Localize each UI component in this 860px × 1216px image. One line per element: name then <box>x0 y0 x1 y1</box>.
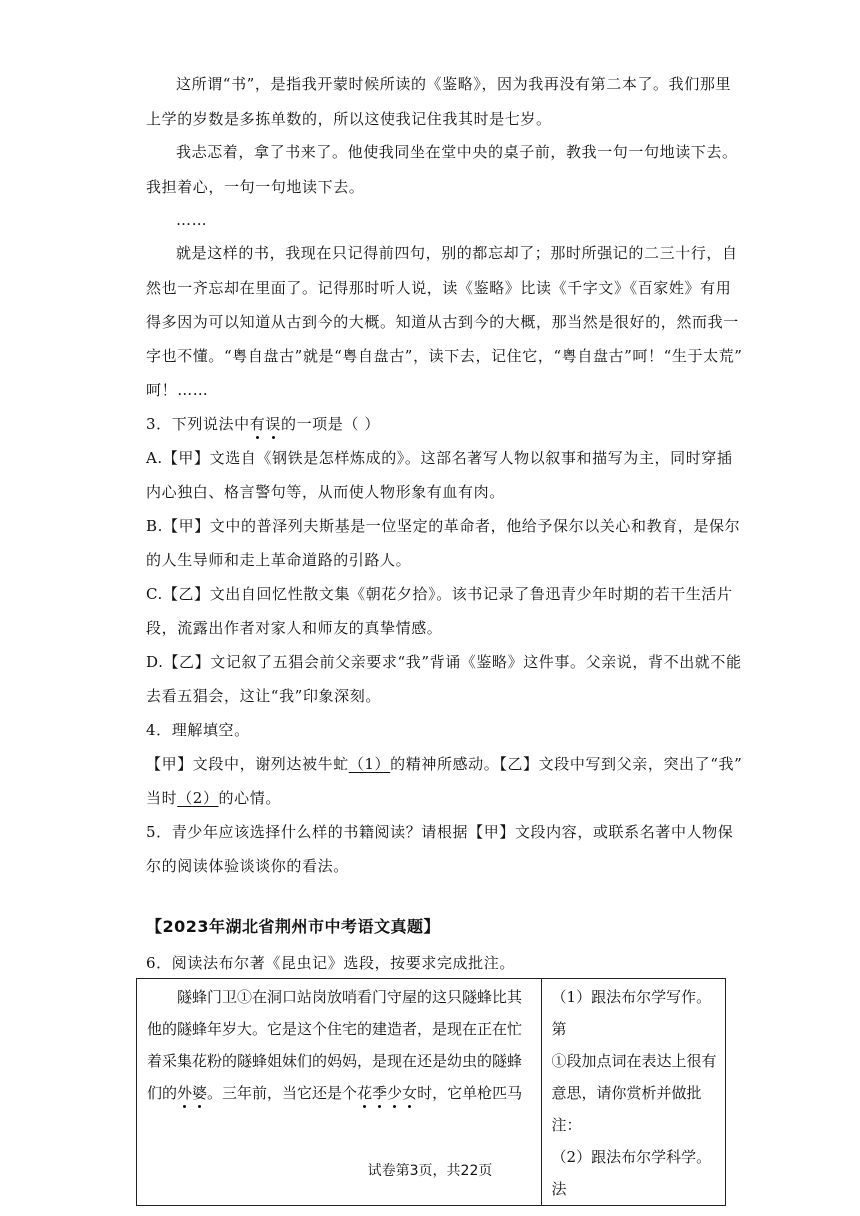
annotation-line: （1）跟法布尔学写作。第 <box>551 988 712 1038</box>
blank-2[interactable]: （2） <box>177 789 219 807</box>
option-d: D.【乙】文记叙了五猖会前父亲要求“我”背诵《鉴略》这件事。父亲说，背不出就不能 <box>146 653 742 671</box>
excerpt-text: 。三年前，当它还是个 <box>207 1084 358 1102</box>
excerpt-text: 们的 <box>147 1084 178 1102</box>
ellipsis: …… <box>176 211 208 229</box>
q4-text: 当时 <box>146 789 178 807</box>
emphasis-dot-char: 季 <box>372 1084 388 1102</box>
passage-line: 然也一齐忘却在里面了。记得那时听人说，读《鉴略》比读《千字文》《百家姓》有用 <box>146 279 732 297</box>
question-5-stem: 尔的阅读体验谈谈你的看法。 <box>146 857 349 875</box>
emphasis-dot-char: 少 <box>387 1084 403 1102</box>
stem-text: 3．下列说法中 <box>146 415 250 433</box>
passage-line: 就是这样的书，我现在只记得前四句，别的都忘却了；那时所强记的二三十行，自 <box>176 244 738 262</box>
excerpt-line: 着采集花粉的隧蜂姐妹们的妈妈，是现在还是幼虫的隧蜂 <box>147 1052 523 1070</box>
passage-line: 呵！…… <box>146 381 209 399</box>
passage-line: 这所谓“书”，是指我开蒙时候所读的《鉴略》，因为我再没有第二本了。我们那里 <box>176 75 732 93</box>
emphasis-dot-char: 花 <box>357 1084 373 1102</box>
question-4-line <box>146 781 281 815</box>
excerpt-line: 隧蜂门卫①在洞口站岗放哨看门守屋的这只隧蜂比其 <box>177 988 523 1006</box>
blank-1[interactable]: （1） <box>348 755 391 773</box>
option-c: C.【乙】文出自回忆性散文集《朝花夕拾》。该书记录了鲁迅青少年时期的若干生活片 <box>146 585 733 603</box>
stem-text: 的一项是（ ） <box>280 415 380 433</box>
emphasis-dot-char: 婆 <box>192 1084 208 1102</box>
question-5-stem: 5．青少年应该选择什么样的书籍阅读？请根据【甲】文段内容，或联系名著中人物保 <box>146 823 734 841</box>
page-footer: 试卷第3页，共22页 <box>367 1163 493 1179</box>
annotation-line: （2）跟法布尔学科学。法 <box>551 1148 712 1198</box>
option-c: 段，流露出作者对家人和师友的真挚情感。 <box>146 619 443 637</box>
passage-line: 字也不懂。“粤自盘古”就是“粤自盘古”，读下去，记住它，“粤自盘古”呵！“生于太荒” <box>146 347 743 365</box>
emphasis-dot-char: 外 <box>177 1084 193 1102</box>
option-d: 去看五猖会，这让“我”印象深刻。 <box>146 687 381 705</box>
annotation-line: 意思，请你赏析并做批注： <box>551 1084 702 1134</box>
excerpt-line <box>147 1077 541 1109</box>
option-b: B.【甲】文中的普泽列夫斯基是一位坚定的革命者，他给予保尔以关心和教育，是保尔 <box>146 517 741 535</box>
q4-text: 的精神所感动。【乙】文段中写到父亲，突出了“我” <box>390 755 743 773</box>
question-4-stem: 4．理解填空。 <box>146 721 250 739</box>
emphasis-dot-char: 女 <box>402 1084 418 1102</box>
question-3-stem <box>146 407 380 441</box>
q4-text: 的心情。 <box>218 789 281 807</box>
option-a: 内心独白、格言警句等，从而使人物形象有血有肉。 <box>146 483 505 501</box>
option-a: A.【甲】文选自《钢铁是怎样炼成的》。这部名著写人物以叙事和描写为主，同时穿插 <box>146 449 733 467</box>
passage-line: 上学的岁数是多拣单数的，所以这使我记住我其时是七岁。 <box>146 110 552 128</box>
option-b: 的人生导师和走上革命道路的引路人。 <box>146 551 412 569</box>
excerpt-text: 时，它单枪匹马 <box>417 1084 523 1102</box>
emphasis-dot-char: 有 <box>249 415 266 433</box>
question-6-stem: 6．阅读法布尔著《昆虫记》选段，按要求完成批注。 <box>146 954 515 972</box>
passage-line: 我忐忑着，拿了书来了。他使我同坐在堂中央的桌子前，教我一句一句地读下去。 <box>176 143 738 161</box>
passage-line: 得多因为可以知道从古到今的大概。知道从古到今的大概，那当然是很好的，然而我一 <box>146 313 739 331</box>
section-heading: 【2023年湖北省荆州市中考语文真题】 <box>146 917 441 936</box>
excerpt-line: 他的隧蜂年岁大。它是这个住宅的建造者，是现在正在忙 <box>147 1020 523 1038</box>
question-4-line <box>146 747 742 781</box>
annotation-line: ①段加点词在表达上很有 <box>551 1052 717 1070</box>
emphasis-dot-char: 误 <box>265 415 281 433</box>
q4-text: 【甲】文段中，谢列达被牛虻 <box>146 755 349 773</box>
passage-line: 我担着心，一句一句地读下去。 <box>146 178 365 196</box>
